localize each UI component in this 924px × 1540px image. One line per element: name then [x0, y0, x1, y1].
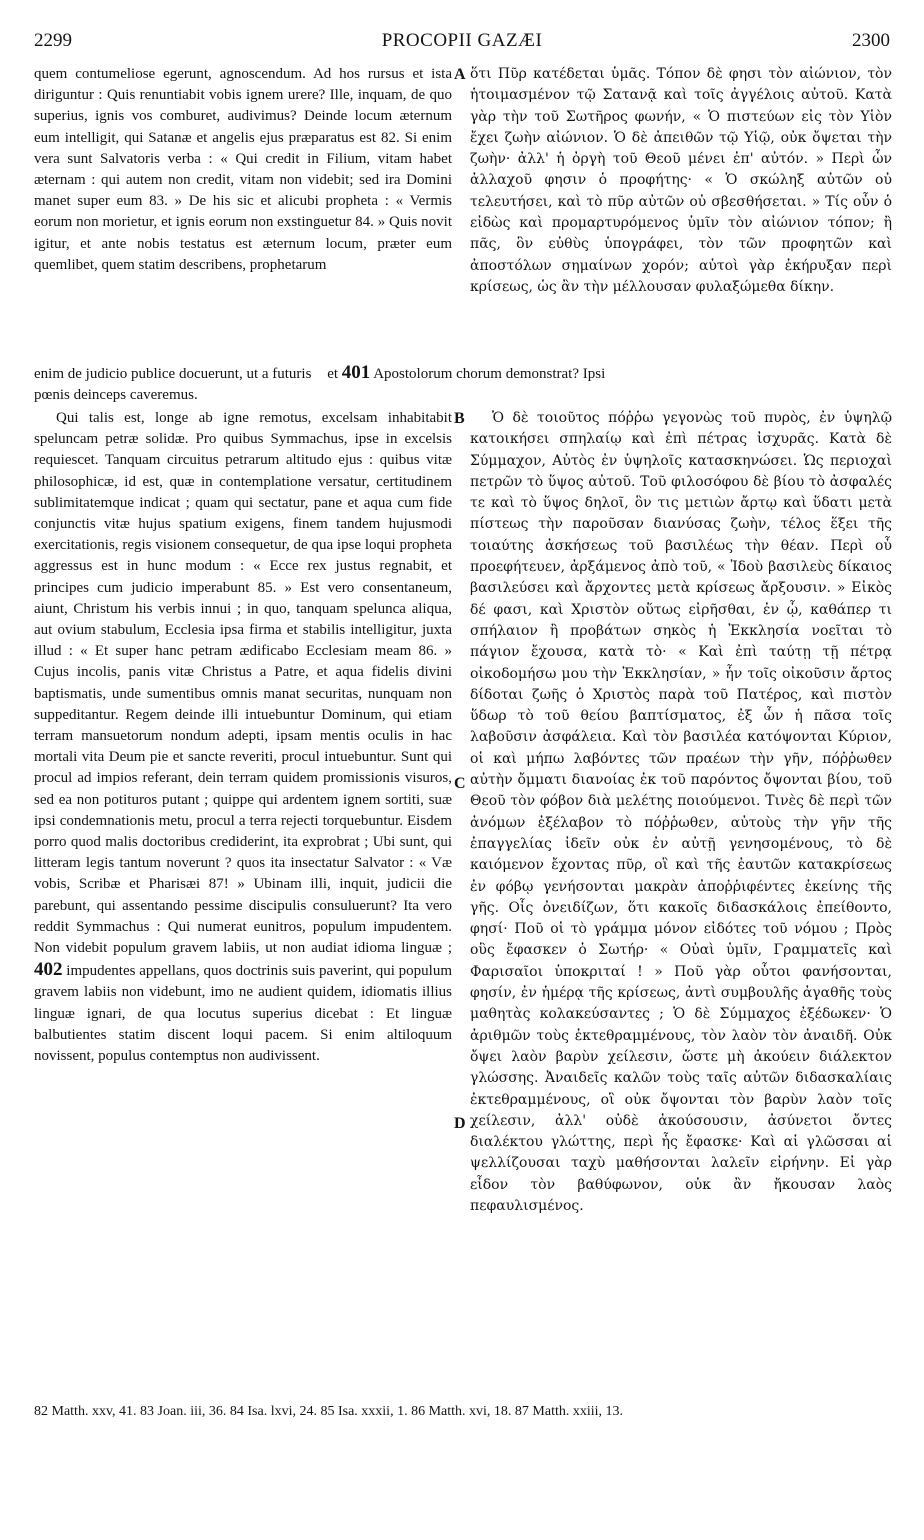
- continuation-line: enim de judicio publice docuerunt, ut a futuris et 401 Apostolorum chorum demonstrat? Ipsi: [34, 362, 606, 383]
- greek-paragraph: ὅτι Πῦρ κατέδεται ὑμᾶς. Τόπον δὲ φησι τὸν αἰώνιον, τὸν ἡτοιμασμένον τῷ Σατανᾷ καὶ τοῖς ἀγγέλοις αὐτοῦ. Κατὰ γὰρ τὴν τοῦ Σωτῆρος φωνήν, « Ὁ πιστεύων εἰς τὸν Υἱὸν ἔχει ζωὴν αἰώνιον. Ὁ δὲ ἀπειθῶν τῷ Υἱῷ, οὐκ ὄψεται τὴν ζωὴν· ἀλλ' ἡ ὀργὴ τοῦ Θεοῦ μένει ἐπ' αὐτόν. » Περὶ ὧν ἀλλαχοῦ φησιν ὁ προφήτης· « Ὁ σκώληξ αὐτῶν οὐ τελευτήσει, καὶ τὸ πῦρ αὐτῶν οὐ σβεσθήσεται. » Τίς οὖν ὁ εἰδὼς καὶ προμαρτυρόμενος ὑμῖν τὸν αἰώνιον τόπον; ἢ πᾶς, ὃν εὐθὺς ὑπογράφει, τὸν τῶν προφητῶν καὶ ἀποστόλων σημαίνων χορόν; αὐτοὶ γὰρ ἐκήρυξαν περὶ κρίσεως, ὡς ἂν τὴν μέλλουσαν φυλαξώμεθα δίκην.: [470, 66, 892, 295]
- latin-column-section-b: [34, 408, 452, 1385]
- column-number-402: 402: [34, 959, 63, 981]
- greek-column-section-a: [470, 64, 892, 360]
- column-number-401: 401: [341, 362, 371, 383]
- latin-paragraph: Qui talis est, longe ab igne remotus, excelsam inhabitabit speluncam petræ solidæ. Pro quibus Symmachus, ipse in excelsis requiescet. Tanquam circuitus petrarum altitudo ejus : quibus vitæ philosophicæ, id est, quæ in contemplatione versatur, certitudinem sublimitatemque indicat ; quam qui sectatur, pane et aqua cum fide conjunctis vitæ hujus spatium exigens, finem tandem hujusmodi exercitationis, regis visionem consequetur, de qua ipse loqui propheta aggressus est in hunc modum : « Ecce rex justus regnabit, et principes cum judicio imperabunt 85. » Est vero consentaneum, aiunt, Christum his verbis innui ; in quo, tanquam spelunca aliqua, aut ovium stabulum, Ecclesia ipsa firma et stabilis intelligitur, juxta illud : « Et super hanc petram ædificabo Ecclesiam meam 86. » Cujus incolis, panis vitæ Christus a Patre, et aqua fidelis divini baptismatis, unde sumentibus omnis manat securitas, nunquam non suppeditantur. Regem deinde illi intuebuntur Dominum, qui etiam terram mansuetorum nondum adepti, ipsam mentis oculis in hac mortali vita Deum pie et sancte reveriti, procul intuebuntur. Sunt qui procul ad impios referant, dein terram quidem promissionis visuros, sed ea non potituros putant ; quippe qui ardentem ignem sortiti, suæ ipsi condemnationis metu, procul a terra rejecti torquebuntur. Eisdem porro quod malis doctoribus crediderint, ita exprobrat ; Ubi sunt, qui litteram legis tantum noverunt ? quos ita insectatur Salvator : « Væ vobis, Scribæ et Pharisæi 87! » Ubinam illi, inquit, judicii die parebunt, qui assentando pessime discipulis consuluerunt? Ita vero reddit Symmachus : Qui numerat eunitros, populum impudentem. Non videbit populum gravem labiis, ut non audiat idioma linguæ ; 402 impudentes appellans, quos doctrinis suis paverint, qui populum gravem labiis non videbunt, imo ne audient quidem, idiomatis illius linguæ ignari, de qua locutus superius dicebat : Et linguæ balbutientes statim discent loqui pacem. Si enim altiloquum novissent, populus contemptus non audivissent.: [34, 410, 452, 1065]
- running-header: [34, 30, 890, 62]
- greek-column-section-b: [470, 408, 892, 1385]
- page-number-right: 2300: [852, 30, 890, 51]
- page-number-left: 2299: [34, 30, 72, 51]
- section-a-continuation: [34, 362, 892, 406]
- section-marker-c: C: [454, 775, 466, 792]
- section-marker-a: A: [454, 66, 466, 83]
- greek-paragraph: Ὁ δὲ τοιοῦτος πόῤῥω γεγονὼς τοῦ πυρὸς, ἐν ὑψηλῷ κατοικήσει σπηλαίῳ καὶ ἐπὶ πέτρας ἰσχυρᾶς. Κατὰ δὲ Σύμμαχον, Αὐτὸς ἐν ὑψηλοῖς κατασκηνώσει. Ὡς περιοχαὶ πετρῶν τὸ ὕψος αὐτοῦ. Τοῦ φιλοσόφου δὲ βίου τὸ ἀσφαλές τε καὶ τὸ ὕψος δηλοῖ, ὃν τις μετιὼν ἄρτῳ καὶ ὕδατι μετὰ πίστεως τὴν παροῦσαν διανύσας ζωὴν, τέλος ἕξει τῆς τοιαύτης ἀσκήσεως τοῦ βασιλέως τὴν θέαν. Περὶ οὗ προεφήτευεν, ἀρξάμενος ἀπὸ τοῦ, « Ἰδοὺ βασιλεὺς δίκαιος βασιλεύσει καὶ ἄρχοντες μετὰ κρίσεως ἄρξουσιν. » Εἰκὸς δέ φασι, καὶ Χριστὸν οὕτως εἰρῆσθαι, ἐν ᾧ, καθάπερ τι σπήλαιον ἢ προβάτων σηκὸς ἡ Ἐκκλησία νοεῖται τὸ πάγιον ἔχουσα, κατὰ τὸ· « Καὶ ἐπὶ ταύτῃ τῇ πέτρᾳ οἰκοδομήσω μου τὴν Ἐκκλησίαν, » ἧν τοῖς οἰκοῦσιν ἄρτος δίδοται ζωῆς ὁ Χριστὸς παρὰ τοῦ Πατέρος, καὶ πιστὸν ὕδωρ τὸ τοῦ θείου βαπτίσματος, ἐξ ὧν ἡ πᾶσα τοῖς λαβοῦσιν ἀσφάλεια. Καὶ τὸν βασιλέα κατόψονται Κύριον, οἱ καὶ μήπω λαβόντες τῶν πραέων τὴν γῆν, πόῤῥωθεν αὐτὴν ὄμματι διανοίας ἐκ τοῦ παρόντος ὄψονται βίου, τοῦ Θεοῦ τὸν φόβον διὰ μελέτης ποιούμενοι. Τινὲς δὲ περὶ τῶν ἀνόμων ἐξέλαβον τὸ πόῤῥωθεν, αὐτοὺς τὴν γῆν τῆς ἐπαγγελίας ἰδεῖν οὐκ ἐν αὐτῇ γενησομένους, τὸ δὲ καιόμενον ἔχοντας πῦρ, οἳ καὶ τῆς ἑαυτῶν κατακρίσεως ἐν φόβῳ γενήσονται μακρὰν ἀποῤῥιφέντες ἐκείνης τῆς γῆς. Οἷς ὀνειδίζων, ὅτι κακοῖς διδασκάλοις ἐπείθοντο, φησί· Ποῦ οἱ τὸ γράμμα μόνον εἰδότες τοῦ νόμου ; Πρὸς οὓς ἔφασκεν ὁ Σωτήρ· « Οὐαὶ ὑμῖν, Γραμματεῖς καὶ Φαρισαῖοι ὑποκριταί ! » Ποῦ γὰρ οὗτοι φανήσονται, φησίν, ἐν ἡμέρᾳ τῆς κρίσεως, ἀντὶ συμβουλῆς ἀγαθῆς τοὺς μαθητὰς κολακεύσαντες ; Ὁ δὲ Σύμμαχος ἐξέδωκεν· Ὁ ἀριθμῶν τοὺς ἐκτεθραμμένους, τὸν λαὸν τὸν ἀναιδῆ. Οὐκ ὄψει λαὸν βαρὺν χείλεσιν, ὥστε μὴ ἀκούειν διάλεκτον γλώσσης. Ἀναιδεῖς καλῶν τοὺς ταῖς αὐτῶν διδασκαλίαις ἐκτεθραμμένους, οἳ οὐκ ὄψονται τὸν βαρὺν λαὸν τοῖς χείλεσιν, ἀλλ' οὐδὲ ἀκούσουσιν, ἀσύνετοι ὄντες διαλέκτου γλώττης, περὶ ἧς ἔφασκε· Καὶ αἱ γλῶσσαι αἱ ψελλίζουσαι ταχὺ μαθήσονται λαλεῖν εἰρήνην. Εἰ γὰρ εἶδον τὸν βαθύφωνον, οὐκ ἂν ἤκουσαν λαὸς πεφαυλισμένος.: [470, 410, 892, 1214]
- continuation-line: pœnis deinceps caveremus.: [34, 387, 198, 403]
- latin-paragraph: quem contumeliose egerunt, agnoscendum. Ad hos rursus et ista diriguntur : Quis renuntiabit vobis ignem urere? Ille, inquam, de quo superius, ignis vos comburet, audivimus? Deinde locum æternum eum intelligit, qui Satanæ et angelis ejus præparatus est 82. Si enim vera sunt Salvatoris verba : « Qui credit in Filium, vitam habet æternam : qui autem non credit, vitam non videbit; sed ira Domini manet super eum 83. » De his sic et alicubi propheta : « Vermis eorum non morietur, et ignis eorum non exstinguetur 84. » Quis novit igitur, et ante nobis testatus est æternum locum, præter eum quemlibet, quem statim describens, prophetarum: [34, 66, 452, 273]
- footnotes: 82 Matth. xxv, 41. 83 Joan. iii, 36. 84 Isa. lxvi, 24. 85 Isa. xxxii, 1. 86 Matth. xvi, 18. 87 Matth. xxiii, 13.: [34, 1404, 624, 1419]
- running-title: PROCOPII GAZÆI: [381, 30, 543, 51]
- latin-column-section-a: [34, 64, 452, 360]
- section-marker-b: B: [454, 410, 465, 427]
- section-marker-d: D: [454, 1115, 466, 1132]
